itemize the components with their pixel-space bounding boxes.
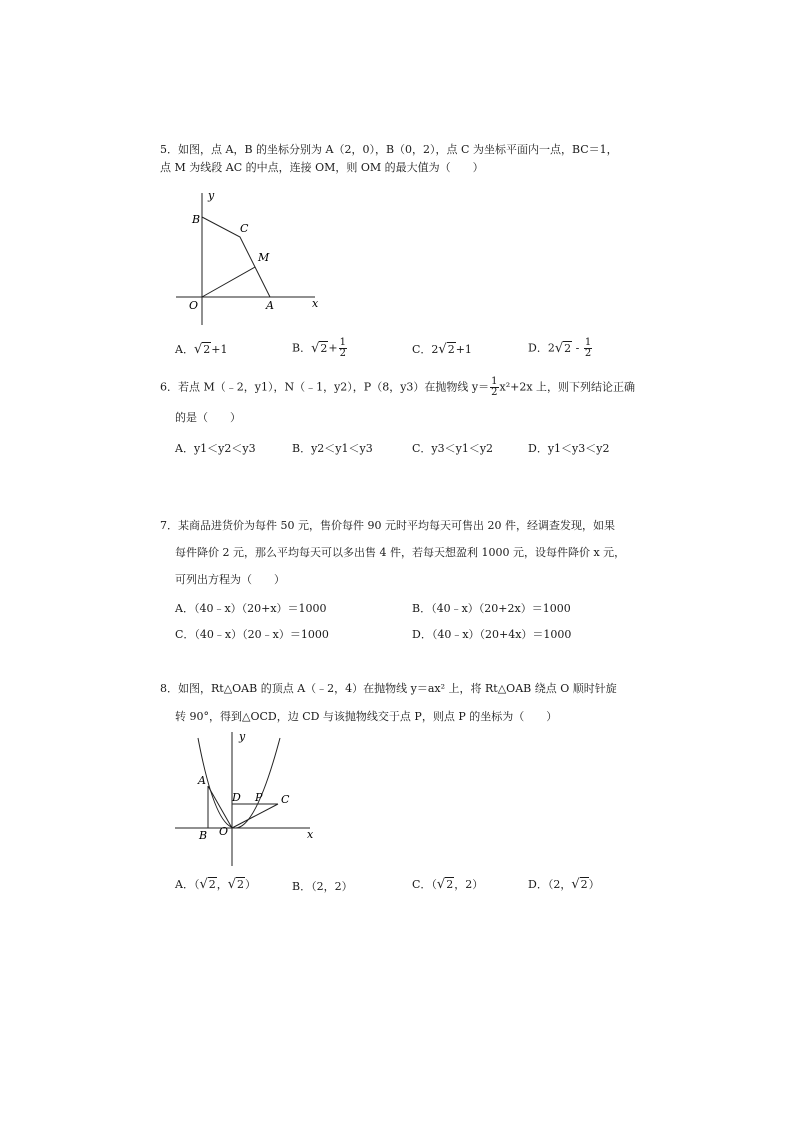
q6-option-c: C．y3＜y1＜y2 (412, 442, 494, 455)
q6-option-d: D．y1＜y3＜y2 (528, 442, 610, 455)
q7-option-b: B．（40﹣x）（20+2x）＝1000 (412, 602, 571, 615)
q8-option-d: D．（2，√2） (528, 877, 600, 892)
q8-label-c: C (281, 793, 290, 806)
q8-line-1: 8．如图，Rt△OAB 的顶点 A（﹣2，4）在抛物线 y＝ax² 上，将 Rt△OAB 绕点 O 顺时针旋 (160, 682, 617, 695)
q7-option-a: A．（40﹣x）（20+x）＝1000 (175, 602, 327, 615)
q8-segment-oc (232, 804, 278, 828)
fraction: $\frac{1}{2}$ (339, 337, 346, 359)
q5-label-m: M (258, 251, 270, 264)
q5-option-b: B．√2+ $\frac{1}{2}$ (292, 337, 346, 359)
q8-line-2: 转 90°，得到△OCD，边 CD 与该抛物线交于点 P，则点 P 的坐标为（ ） (175, 710, 558, 723)
q5-segment-om (202, 267, 255, 297)
q5-figure (170, 185, 340, 330)
sqrt-symbol: √2 (227, 877, 245, 892)
q6-line-1: 6．若点 M（﹣2，y1），N（﹣1，y2），P（8，y3）在抛物线 y＝ $\frac{1}{2}$ x²+2x 上，则下列结论正确 (160, 376, 636, 398)
sqrt-symbol: √2 (438, 342, 455, 357)
sqrt-symbol: √2 (193, 342, 211, 357)
q5-option-c: C．2√2+1 (412, 342, 472, 357)
q6-option-a: A．y1＜y2＜y3 (175, 442, 256, 455)
q8-segment-ao (208, 786, 232, 828)
q5-label-b: B (192, 213, 201, 226)
q6-line-2: 的是（ ） (175, 411, 241, 424)
q8-label-p: P (255, 791, 263, 804)
q6-option-b: B．y2＜y1＜y3 (292, 442, 373, 455)
sqrt-symbol: √2 (199, 877, 216, 892)
q5-label-y: y (208, 189, 215, 202)
q8-label-x: x (307, 828, 314, 841)
q8-parabola (198, 738, 280, 828)
q8-label-y: y (239, 730, 246, 743)
q5-label-a: A (266, 299, 274, 312)
q7-line-3: 可列出方程为（ ） (175, 573, 285, 586)
q8-option-c: C．（√2，2） (412, 877, 484, 892)
q5-label-o: O (189, 299, 199, 312)
sqrt-symbol: √2 (571, 877, 588, 892)
q8-label-b: B (199, 829, 208, 842)
q8-label-d: D (232, 791, 241, 804)
fraction: $\frac{1}{2}$ (584, 337, 592, 359)
q8-label-a: A (198, 774, 206, 787)
q5-label-c: C (240, 222, 249, 235)
q7-option-d: D．（40﹣x）（20+4x）＝1000 (412, 628, 572, 641)
q8-option-a: A．（√2，√2） (175, 877, 257, 892)
sqrt-symbol: √2 (554, 340, 572, 356)
q8-label-o: O (219, 825, 229, 838)
sqrt-symbol: √2 (436, 877, 454, 892)
q8-figure (170, 728, 330, 868)
q5-option-a: A．√2+1 (175, 342, 228, 357)
q7-line-2: 每件降价 2 元，那么平均每天可以多出售 4 件，若每天想盈利 1000 元，设每件降价 x 元， (175, 546, 626, 559)
q5-line-2: 点 M 为线段 AC 的中点，连接 OM，则 OM 的最大值为（ ） (160, 161, 484, 174)
q8-option-b: B．（2，2） (292, 880, 353, 893)
sqrt-symbol: √2 (311, 340, 328, 356)
q5-label-x: x (312, 297, 319, 310)
q5-line-1: 5．如图，点 A，B 的坐标分别为 A（2，0），B（0，2），点 C 为坐标平面内一点，BC＝1， (160, 143, 618, 156)
q7-line-1: 7．某商品进货价为每件 50 元，售价每件 90 元时平均每天可售出 20 件，经调查发现，如果 (160, 519, 615, 532)
q7-option-c: C．（40﹣x）（20﹣x）＝1000 (175, 628, 329, 641)
q5-option-d: D．2√2 - $\frac{1}{2}$ (528, 337, 592, 359)
fraction: $\frac{1}{2}$ (491, 376, 498, 398)
